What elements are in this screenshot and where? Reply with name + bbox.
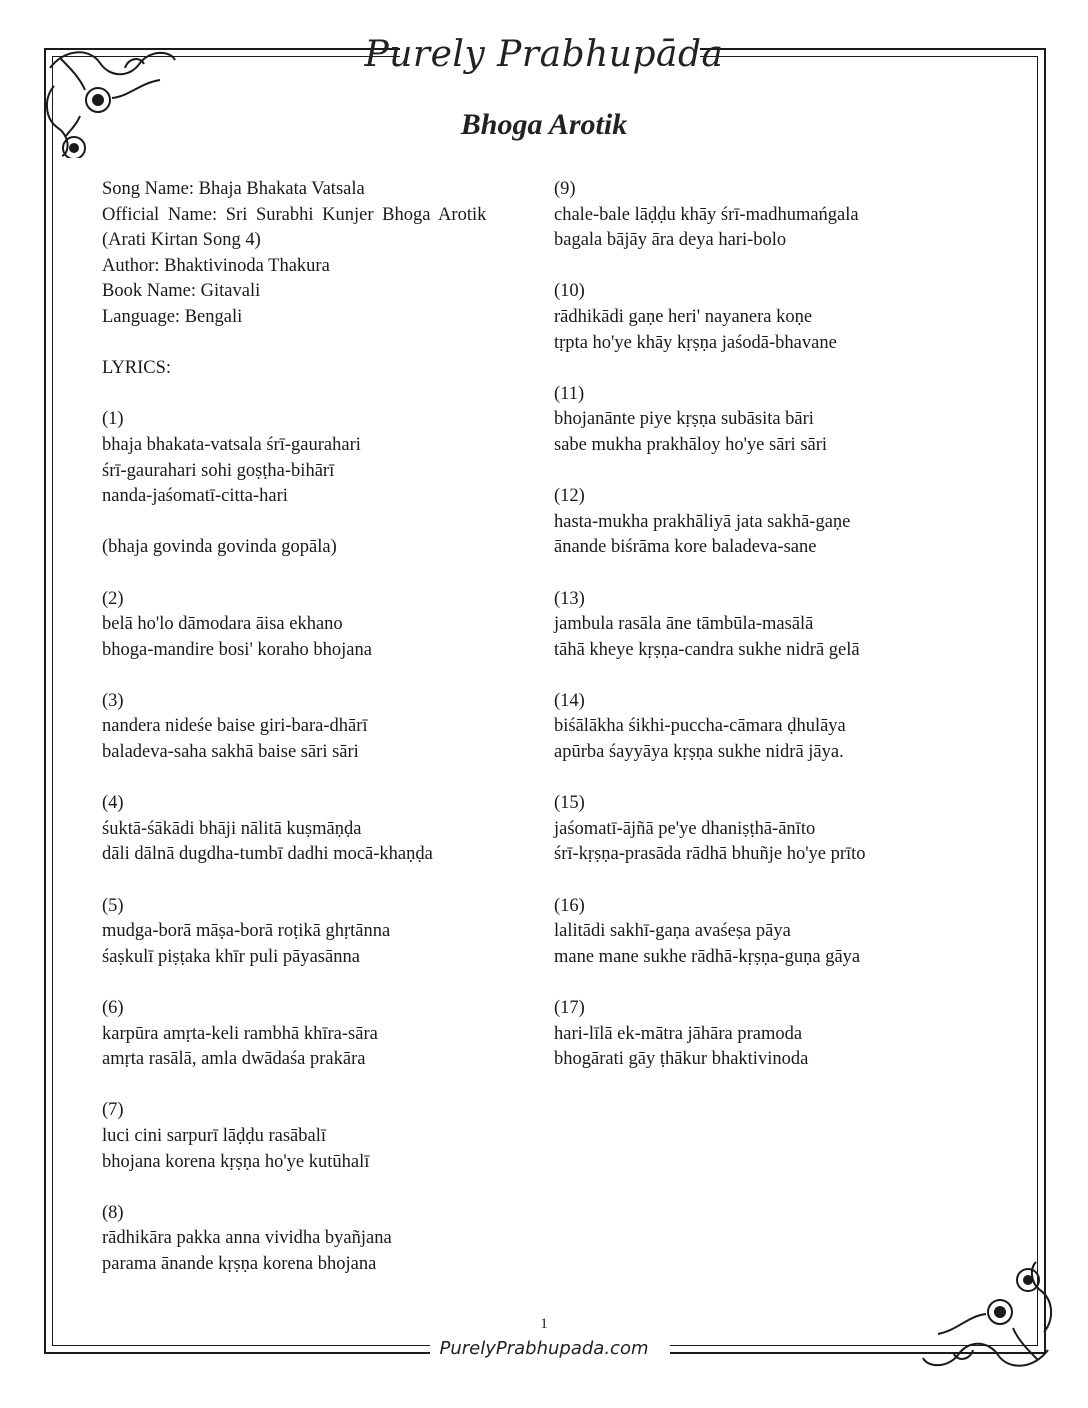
verse-line: karpūra amṛta-keli rambhā khīra-sāra (102, 1023, 378, 1044)
meta-subtitle: (Arati Kirtan Song 4) (102, 230, 261, 251)
verse-line: mane mane sukhe rādhā-kṛṣṇa-guṇa gāya (554, 946, 861, 967)
verse-line: bhojana korena kṛṣṇa ho'ye kutūhalī (102, 1151, 370, 1172)
verse-line: nanda-jaśomatī-citta-hari (102, 486, 288, 507)
verse-line: ānande biśrāma kore baladeva-sane (554, 537, 817, 558)
verse-number: (13) (554, 588, 585, 609)
verse-number: (2) (102, 588, 124, 609)
verse-line: tṛpta ho'ye khāy kṛṣṇa jaśodā-bhavane (554, 332, 837, 353)
verse-line: bhoga-mandire bosi' koraho bhojana (102, 639, 372, 660)
meta-book-name: Book Name: Gitavali (102, 281, 261, 302)
verse-line: śaṣkulī piṣṭaka khīr puli pāyasānna (102, 946, 360, 967)
verse-line: jambula rasāla āne tāmbūla-masālā (554, 614, 814, 635)
verse-number: (5) (102, 895, 124, 916)
verse-block (554, 587, 1014, 664)
verse-block (102, 689, 542, 766)
verse-number: (14) (554, 690, 585, 711)
verse-number: (17) (554, 998, 585, 1018)
verse-block (102, 1201, 542, 1278)
song-metadata (102, 177, 542, 331)
verse-number: (9) (554, 179, 576, 199)
verse-line: chale-bale lāḍḍu khāy śrī-madhumańgala (554, 204, 859, 225)
verse-block (554, 279, 1014, 356)
meta-official-name: Official Name: Sri Surabhi Kunjer Bhoga Arotik (102, 204, 487, 225)
verse-number: (12) (554, 486, 585, 507)
verse-block (554, 996, 1014, 1073)
verse-line: śuktā-śākādi bhāji nālitā kuṣmāṇḍa (102, 818, 362, 839)
verse-line: lalitādi sakhī-gaṇa avaśeṣa pāya (554, 921, 791, 942)
footer-site-url: PurelyPrabhupada.com (439, 1338, 649, 1359)
verse-number: (8) (102, 1202, 124, 1223)
verse-block (102, 791, 542, 868)
verse-line: tāhā kheye kṛṣṇa-candra sukhe nidrā gelā (554, 639, 860, 660)
left-verses (102, 407, 542, 1277)
verse-line: mudga-borā māṣa-borā roṭikā ghṛtānna (102, 921, 391, 942)
verse-line: hari-līlā ek-mātra jāhāra pramoda (554, 1023, 803, 1044)
left-column (102, 177, 542, 1278)
verse-block (554, 177, 1014, 254)
verse-line: rādhikādi gaṇe heri' nayanera koṇe (554, 306, 813, 327)
meta-song-name: Song Name: Bhaja Bhakata Vatsala (102, 179, 365, 199)
verse-block (102, 996, 542, 1073)
verse-block (102, 1098, 542, 1175)
verse-number: (1) (102, 409, 124, 430)
verse-block (102, 407, 542, 509)
verse-block (102, 535, 542, 561)
verse-number: (15) (554, 793, 585, 814)
verse-block (554, 484, 1014, 561)
verse-line: (bhaja govinda govinda gopāla) (102, 537, 337, 558)
verse-line: bhojanānte piye kṛṣṇa subāsita bāri (554, 409, 814, 430)
page-number: 1 (540, 1316, 548, 1332)
verse-line: śrī-kṛṣṇa-prasāda rādhā bhuñje ho'ye prīto (554, 844, 866, 865)
verse-block (554, 894, 1014, 971)
verse-line: hasta-mukha prakhāliyā jata sakhā-gaṇe (554, 511, 851, 532)
verse-line: apūrba śayyāya kṛṣṇa sukhe nidrā jāya. (554, 742, 844, 763)
verse-line: śrī-gaurahari sohi goṣṭha-bihārī (102, 460, 335, 481)
meta-author: Author: Bhaktivinoda Thakura (102, 255, 330, 276)
verse-number: (6) (102, 998, 124, 1018)
right-column (554, 177, 1014, 1073)
verse-block (554, 382, 1014, 459)
verse-line: rādhikāra pakka anna vividha byañjana (102, 1228, 392, 1249)
verse-line: amṛta rasālā, amla dwādaśa prakāra (102, 1049, 366, 1070)
verse-line: baladeva-saha sakhā baise sāri sāri (102, 742, 359, 763)
verse-line: bhaja bhakata-vatsala śrī-gaurahari (102, 434, 361, 455)
verse-number: (4) (102, 793, 124, 814)
page-title: Bhoga Arotik (460, 108, 628, 141)
brand-header: Purely Prabhupāda (364, 34, 724, 75)
verse-line: luci cini sarpurī lāḍḍu rasābalī (102, 1125, 326, 1146)
verse-block (554, 791, 1014, 868)
lyrics-heading: LYRICS: (102, 358, 172, 379)
corner-ornament-bottom-right-icon (918, 1250, 1058, 1380)
verse-line: jaśomatī-ājñā pe'ye dhaniṣṭhā-ānīto (554, 818, 816, 839)
right-verses (554, 177, 1014, 1073)
verse-number: (10) (554, 281, 585, 302)
verse-line: sabe mukha prakhāloy ho'ye sāri sāri (554, 434, 828, 455)
verse-line: bagala bājāy āra deya hari-bolo (554, 230, 787, 251)
verse-line: parama ānande kṛṣṇa korena bhojana (102, 1253, 377, 1274)
verse-number: (16) (554, 895, 585, 916)
verse-line: dāli dālnā dugdha-tumbī dadhi mocā-khaṇḍa (102, 844, 433, 865)
verse-block (554, 689, 1014, 766)
verse-line: belā ho'lo dāmodara āisa ekhano (102, 614, 343, 635)
verse-line: nandera nideśe baise giri-bara-dhārī (102, 716, 368, 737)
verse-line: bhogārati gāy ṭhākur bhaktivinoda (554, 1049, 809, 1070)
verse-number: (3) (102, 690, 124, 711)
verse-block (102, 587, 542, 664)
verse-number: (11) (554, 383, 585, 404)
meta-language: Language: Bengali (102, 306, 243, 327)
verse-line: biśālākha śikhi-puccha-cāmara ḍhulāya (554, 716, 846, 737)
verse-block (102, 894, 542, 971)
verse-number: (7) (102, 1100, 124, 1121)
